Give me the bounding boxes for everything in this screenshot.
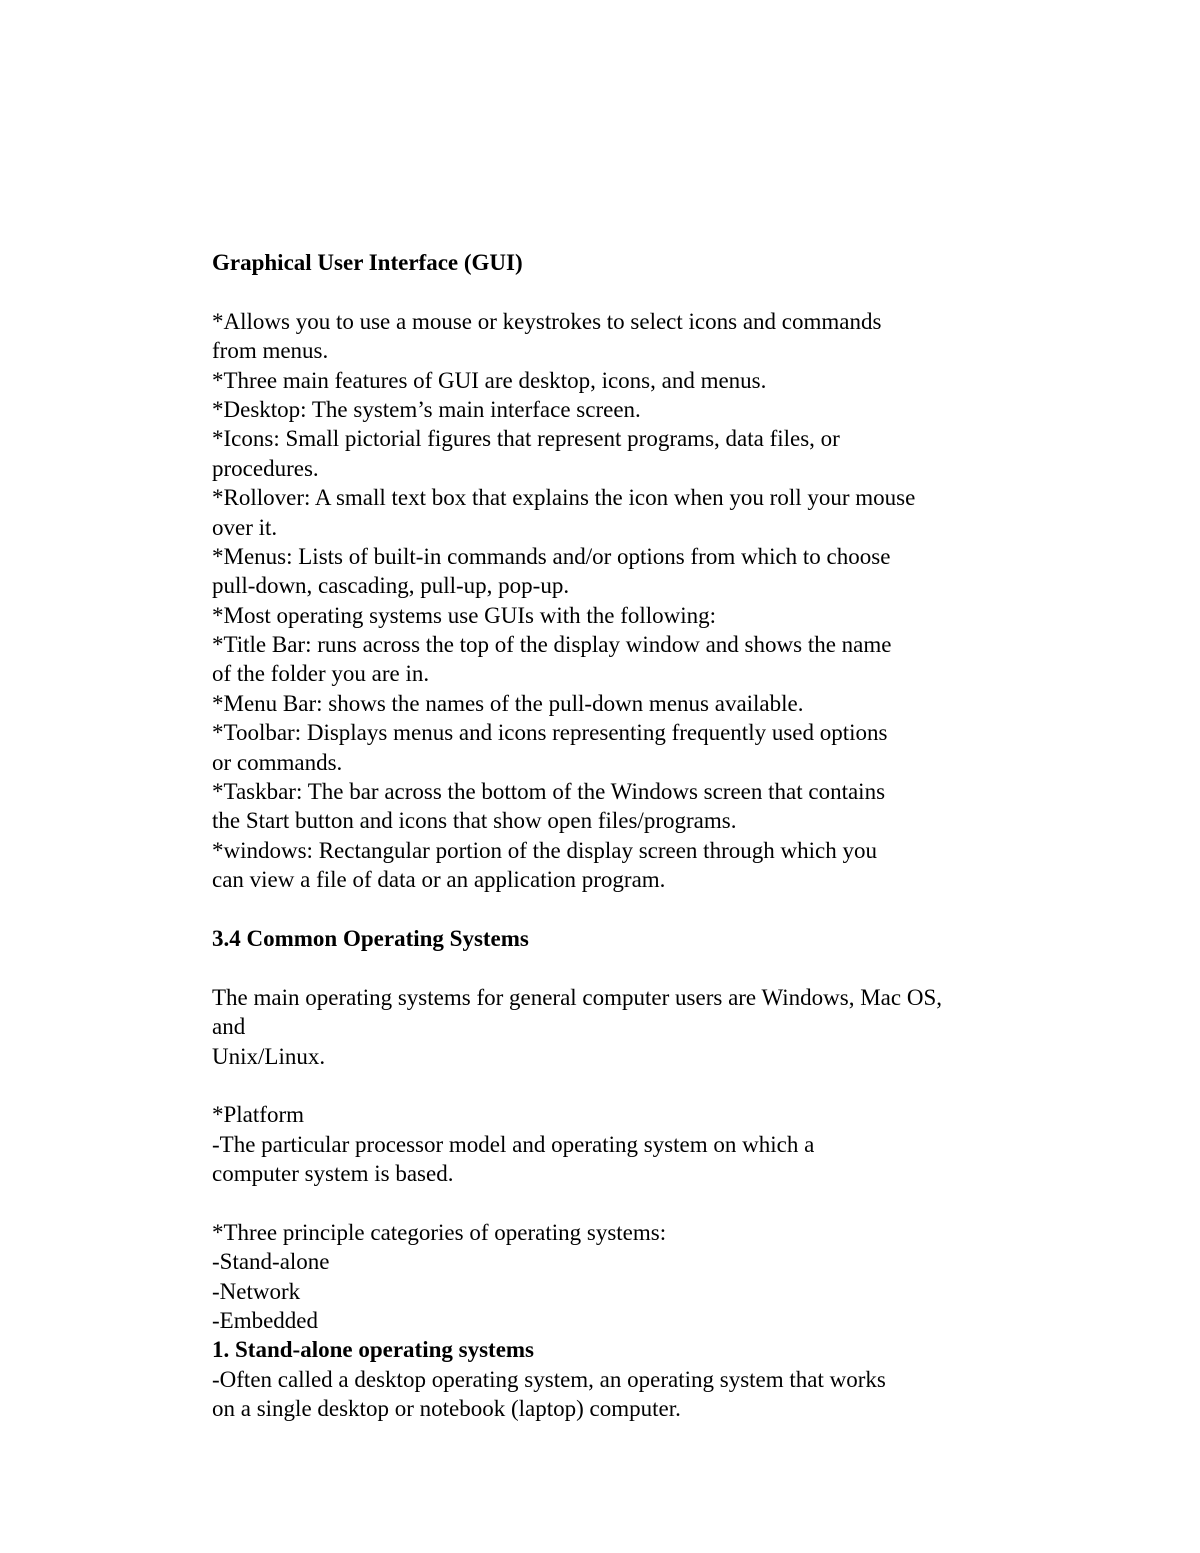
standalone-heading: 1. Stand-alone operating systems bbox=[212, 1337, 535, 1363]
categories-line: *Three principle categories of operating systems: bbox=[212, 1219, 667, 1245]
gui-heading: Graphical User Interface (GUI) bbox=[212, 250, 523, 275]
categories-line: -Embedded bbox=[212, 1308, 319, 1334]
gui-line: from menus. bbox=[212, 338, 329, 364]
spacer bbox=[212, 277, 1112, 306]
spacer bbox=[212, 1071, 1112, 1100]
standalone-line: -Often called a desktop operating system, an operating system that works bbox=[212, 1366, 886, 1392]
os-heading: 3.4 Common Operating Systems bbox=[212, 925, 529, 951]
gui-line: *Menu Bar: shows the names of the pull-down menus available. bbox=[212, 690, 804, 716]
gui-line: or commands. bbox=[212, 749, 343, 775]
gui-line: procedures. bbox=[212, 455, 319, 481]
categories-line: -Stand-alone bbox=[212, 1249, 330, 1275]
categories-line: -Network bbox=[212, 1278, 301, 1304]
document-page bbox=[212, 248, 1112, 1424]
gui-line: *Rollover: A small text box that explains the icon when you roll your mouse bbox=[212, 485, 916, 511]
gui-line: *Three main features of GUI are desktop, icons, and menus. bbox=[212, 367, 767, 393]
gui-line: *windows: Rectangular portion of the display screen through which you bbox=[212, 837, 877, 863]
os-intro-line: The main operating systems for general computer users are Windows, Mac OS, bbox=[212, 984, 942, 1010]
gui-line: *Allows you to use a mouse or keystrokes to select icons and commands bbox=[212, 308, 882, 334]
platform-line: computer system is based. bbox=[212, 1161, 454, 1187]
spacer bbox=[212, 1189, 1112, 1218]
gui-line: *Toolbar: Displays menus and icons representing frequently used options bbox=[212, 720, 888, 746]
gui-line: *Desktop: The system’s main interface screen. bbox=[212, 396, 641, 422]
gui-line: *Most operating systems use GUIs with the following: bbox=[212, 602, 717, 628]
platform-line: *Platform bbox=[212, 1102, 304, 1128]
gui-line: over it. bbox=[212, 514, 278, 540]
gui-line: *Title Bar: runs across the top of the display window and shows the name bbox=[212, 632, 892, 658]
gui-line: can view a file of data or an application program. bbox=[212, 867, 666, 893]
standalone-line: on a single desktop or notebook (laptop) computer. bbox=[212, 1396, 681, 1422]
spacer bbox=[212, 953, 1112, 982]
os-intro-line: Unix/Linux. bbox=[212, 1043, 326, 1069]
gui-line: the Start button and icons that show open files/programs. bbox=[212, 808, 737, 834]
gui-line: *Menus: Lists of built-in commands and/or options from which to choose bbox=[212, 543, 891, 569]
gui-line: pull-down, cascading, pull-up, pop-up. bbox=[212, 573, 570, 599]
platform-line: -The particular processor model and operating system on which a bbox=[212, 1131, 815, 1157]
gui-line: *Icons: Small pictorial figures that represent programs, data files, or bbox=[212, 426, 840, 452]
os-intro-line: and bbox=[212, 1014, 246, 1040]
gui-line: of the folder you are in. bbox=[212, 661, 430, 687]
spacer bbox=[212, 895, 1112, 924]
gui-line: *Taskbar: The bar across the bottom of the Windows screen that contains bbox=[212, 779, 886, 805]
